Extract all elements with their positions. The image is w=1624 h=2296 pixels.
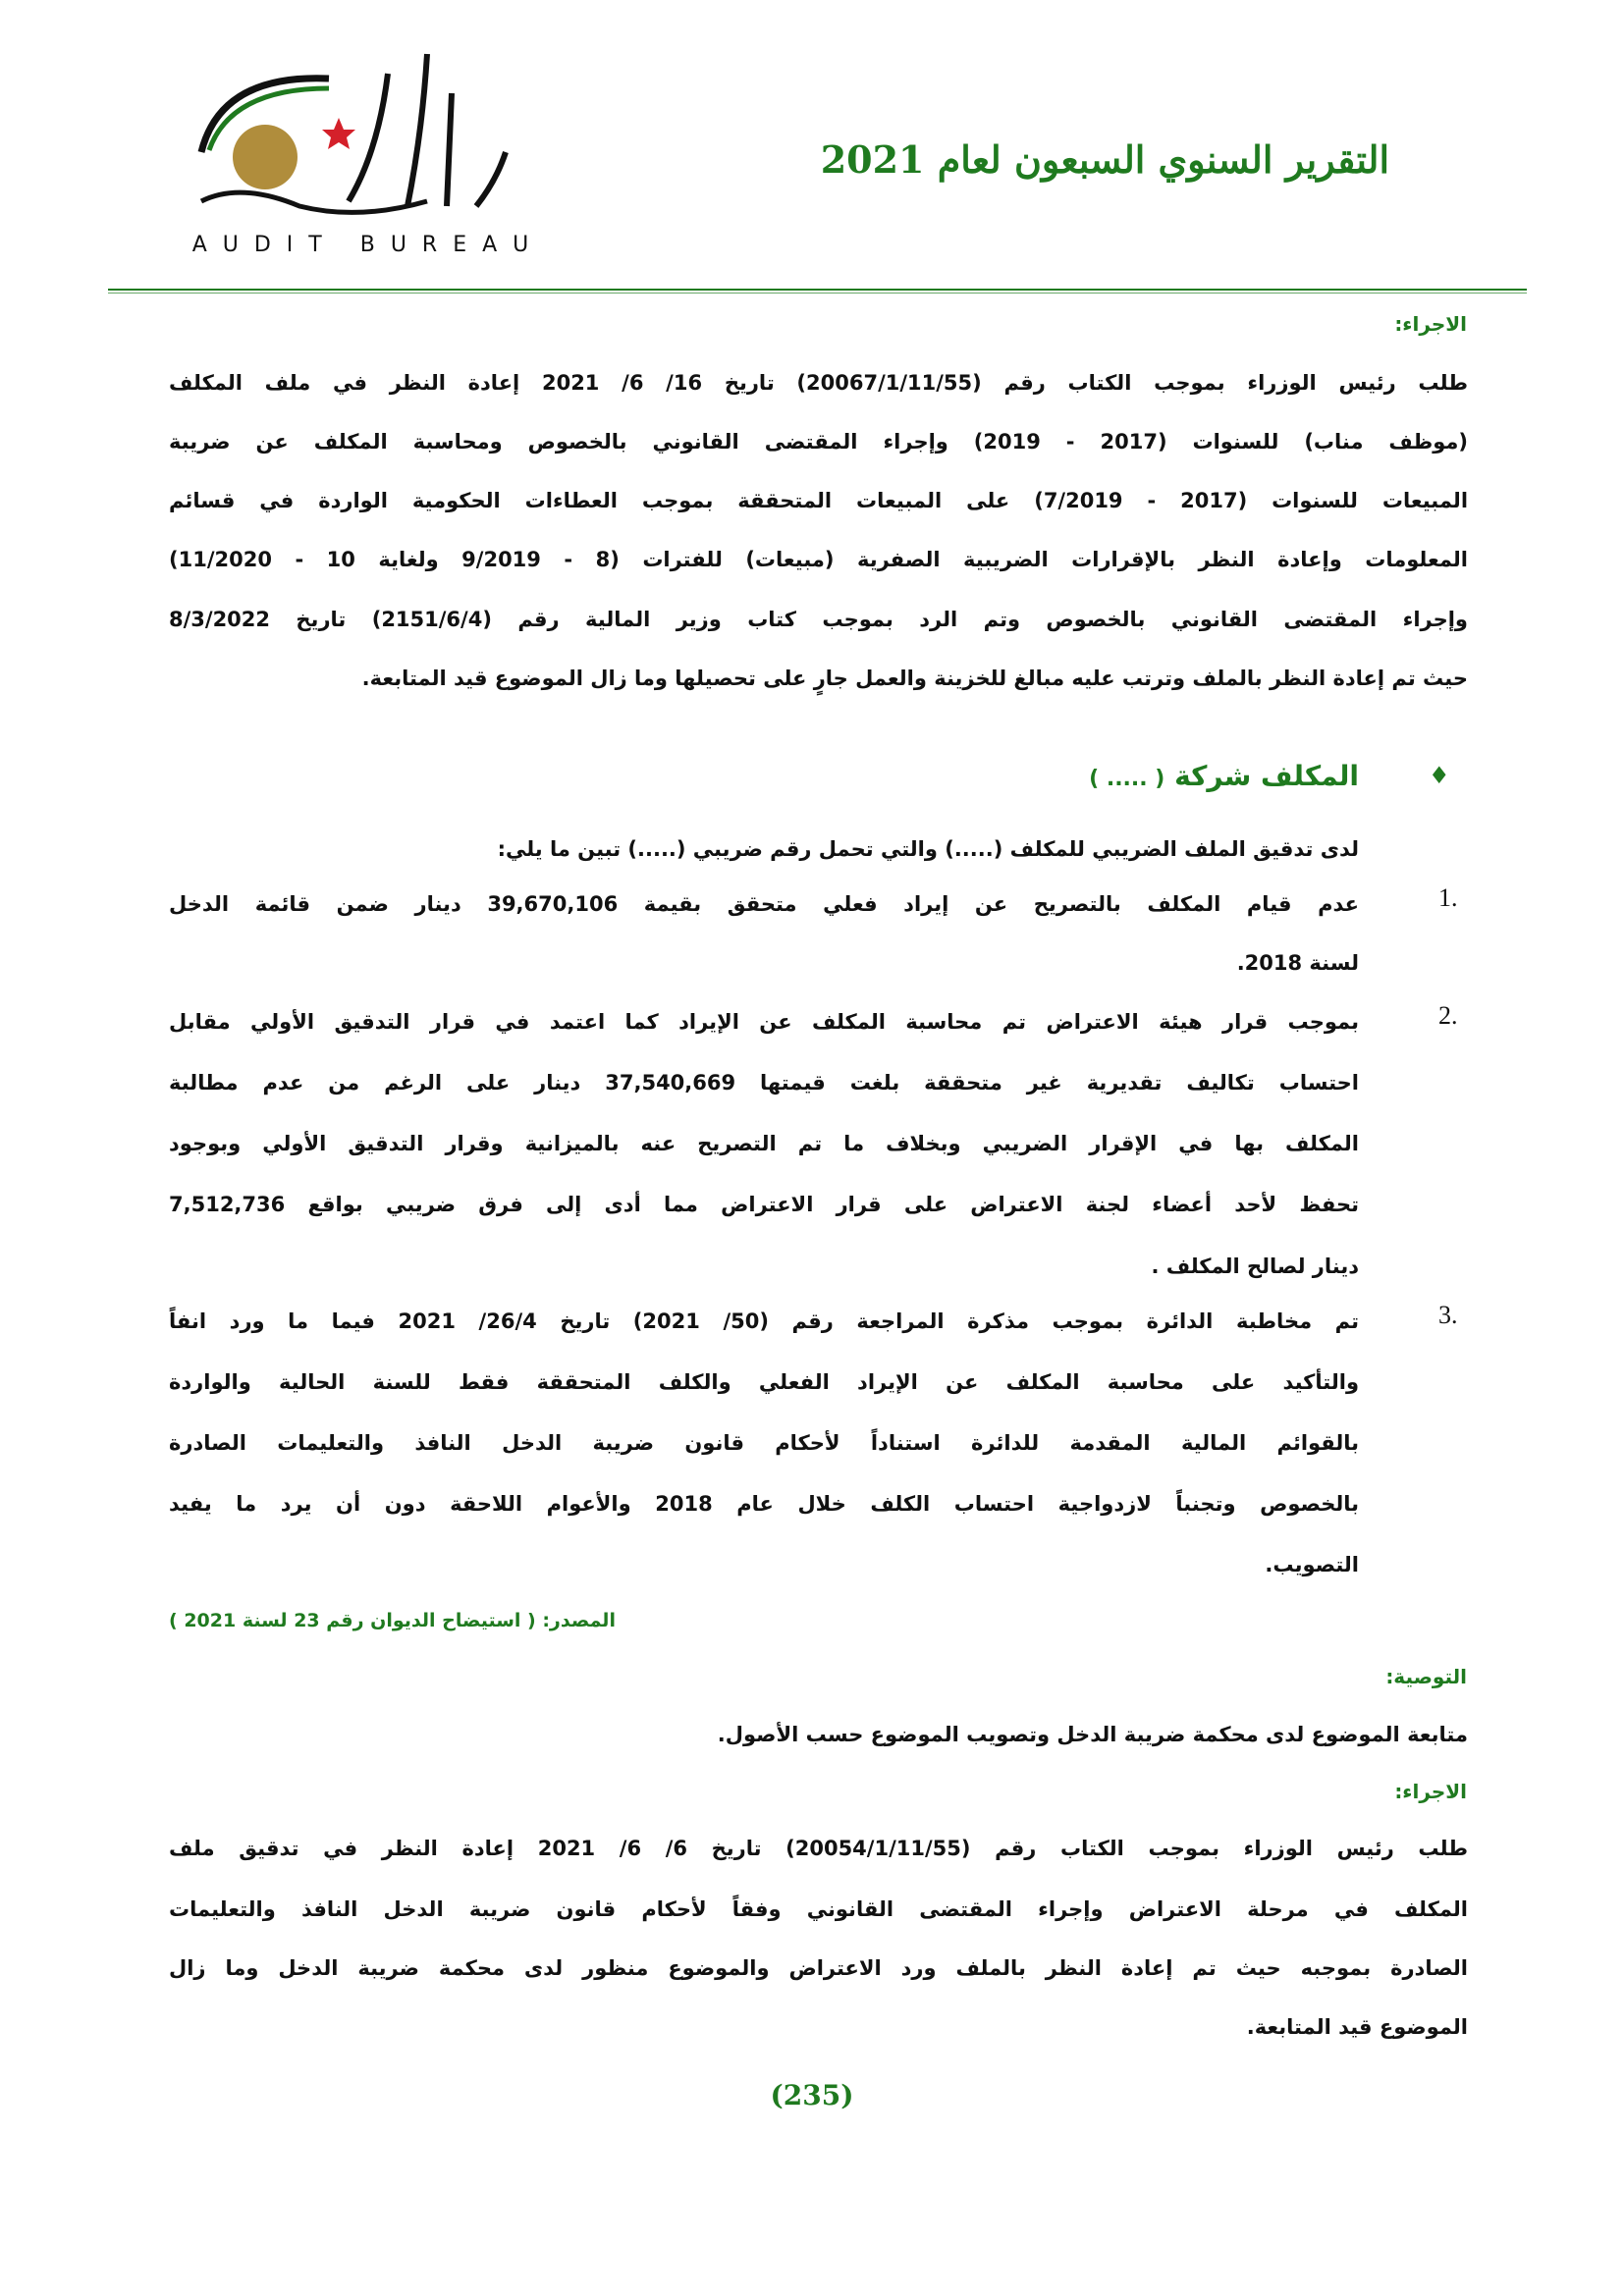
item-line: التصويب. <box>1265 1553 1359 1576</box>
procedure-label: الاجراء: <box>1394 1780 1467 1803</box>
item-line: بموجب قرار هيئة الاعتراض تم محاسبة المكلف عن الإيراد كما اعتمد في قرار التدقيق الأولي مقابل <box>169 1010 1359 1034</box>
header-divider <box>108 289 1527 291</box>
item-number: 1. <box>1438 883 1458 912</box>
item-line: دينار لصالح المكلف . <box>1151 1255 1359 1278</box>
item-number: 3. <box>1438 1301 1458 1329</box>
procedure-line: حيث تم إعادة النظر بالملف وترتب عليه مبالغ للخزينة والعمل جارٍ على تحصيلها وما زال الموضوع قيد المتابعة. <box>361 667 1468 690</box>
item-line: والتأكيد على محاسبة المكلف عن الإيراد الفعلي والكلف المتحققة فقط للسنة الحالية والواردة <box>169 1370 1359 1394</box>
procedure-line: الموضوع قيد المتابعة. <box>1246 2015 1468 2039</box>
procedure-label: الاجراء: <box>1394 312 1467 336</box>
header-divider-thin <box>108 293 1527 294</box>
audit-bureau-logo <box>182 34 555 255</box>
case-title: المكلف شركة <box>1174 760 1359 792</box>
item-line: تم مخاطبة الدائرة بموجب مذكرة المراجعة رقم (50/ 2021) تاريخ 26/4/ 2021 فيما ما ورد انفاً <box>169 1309 1360 1333</box>
item-line: لسنة 2018. <box>1236 951 1359 975</box>
item-line: احتساب تكاليف تقديرية غير متحققة بلغت قيمتها 37,540,669 دينار على الرغم من عدم مطالبة <box>169 1071 1359 1095</box>
diamond-bullet-icon: ♦ <box>1429 762 1450 789</box>
item-line: بالقوائم المالية المقدمة للدائرة استناداً لأحكام قانون ضريبة الدخل النافذ والتعليمات الصادرة <box>169 1431 1359 1455</box>
recommendation-label: التوصية: <box>1385 1665 1467 1688</box>
item-line: بالخصوص وتجنباً لازدواجية احتساب الكلف خلال عام 2018 والأعوام اللاحقة دون أن يرد ما يفيد <box>169 1492 1359 1516</box>
procedure-line: الصادرة بموجبه حيث تم إعادة النظر بالملف ورد الاعتراض والموضوع منظور لدى محكمة ضريبة الدخل وما زال <box>169 1956 1468 1980</box>
source-note: المصدر: ( استيضاح الديوان رقم 23 لسنة 2021 ) <box>169 1610 616 1631</box>
item-line: المكلف بها في الإقرار الضريبي وبخلاف ما تم التصريح عنه بالميزانية وقرار التدقيق الأولي وبوجود <box>169 1132 1359 1155</box>
page-number: (235) <box>770 2079 854 2111</box>
case-heading <box>1089 760 1359 792</box>
procedure-line: طلب رئيس الوزراء بموجب الكتاب رقم (20054/1/11/55) تاريخ 6/ 6/ 2021 إعادة النظر في تدقيق ملف <box>169 1837 1469 1860</box>
case-title-suffix: ( ..... ) <box>1089 767 1165 791</box>
procedure-line: طلب رئيس الوزراء بموجب الكتاب رقم (20067/1/11/55) تاريخ 16/ 6/ 2021 إعادة النظر في ملف المكلف <box>169 371 1468 395</box>
item-line: تحفظ لأحد أعضاء لجنة الاعتراض على قرار الاعتراض مما أدى إلى فرق ضريبي بواقع 7,512,736 <box>169 1193 1359 1216</box>
procedure-line: المكلف في مرحلة الاعتراض وإجراء المقتضى القانوني وفقاً لأحكام قانون ضريبة الدخل النافذ والتعليمات <box>169 1897 1468 1921</box>
item-line: عدم قيام المكلف بالتصريح عن إيراد فعلي متحقق بقيمة 39,670,106 دينار ضمن قائمة الدخل <box>169 892 1359 916</box>
recommendation-text: متابعة الموضوع لدى محكمة ضريبة الدخل وتصويب الموضوع حسب الأصول. <box>717 1723 1468 1746</box>
procedure-line: المبيعات للسنوات (2017 - 7/2019) على المبيعات المتحققة بموجب العطاءات الحكومية الواردة في قسائم <box>169 489 1469 512</box>
logo-text-en: AUDIT BUREAU <box>191 233 545 257</box>
procedure-line: (موظف مناب) للسنوات (2017 - 2019) وإجراء المقتضى القانوني بالخصوص ومحاسبة المكلف عن ضريبة <box>169 430 1468 454</box>
procedure-line: المعلومات وإعادة النظر بالإقرارات الضريبية الصفرية (مبيعات) للفترات (8 - 9/2019 ولغاية 10 - 11/2020) <box>169 548 1469 571</box>
procedure-line: وإجراء المقتضى القانوني بالخصوص وتم الرد بموجب كتاب وزير المالية رقم (2151/6/4) تاريخ 8/3/2022 <box>169 608 1468 631</box>
logo-emblem-icon <box>182 34 555 221</box>
item-number: 2. <box>1438 1001 1458 1030</box>
case-intro: لدى تدقيق الملف الضريبي للمكلف (.....) والتي تحمل رقم ضريبي (.....) تبين ما يلي: <box>497 837 1359 861</box>
report-title: التقرير السنوي السبعون لعام 2021 <box>820 137 1389 182</box>
